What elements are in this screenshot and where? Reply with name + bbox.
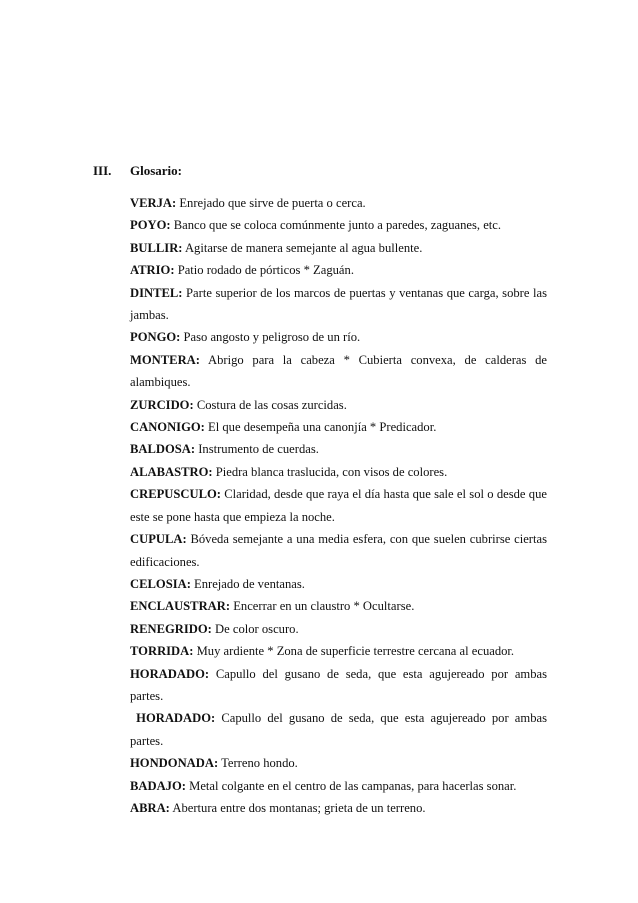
glossary-definition: Terreno hondo. [218,756,298,771]
glossary-definition: Abertura entre dos montanas; grieta de un terreno. [169,800,426,815]
glossary-definition: Capullo del gusano de seda, que esta agujereado por ambas partes. [130,711,547,748]
section-heading [93,163,182,179]
glossary-entry-verja [130,192,547,214]
glossary-entry-horadado [130,663,547,708]
glossary-definition: Encerrar en un claustro * Ocultarse. [230,599,415,614]
glossary-entry-badajo [130,775,547,797]
glossary-term: POYO: [130,218,171,233]
glossary-definition: Instrumento de cuerdas. [195,442,319,457]
glossary-definition: De color oscuro. [211,621,299,636]
glossary-entry-poyo [130,214,547,236]
glossary-term: VERJA: [130,196,177,210]
glossary-entry-baldosa [130,438,547,460]
glossary-term: BADAJO: [130,778,186,793]
glossary-term: HONDONADA: [130,756,219,771]
glossary-entry-bullir [130,237,547,259]
glossary-definition: Agitarse de manera semejante al agua bullente. [182,240,423,255]
glossary-term: DINTEL: [130,285,183,300]
glossary-term: ZURCIDO: [130,397,194,412]
glossary-entry-celosia [130,573,547,595]
glossary-definition: Capullo del gusano de seda, que esta agujereado por ambas partes. [130,666,547,703]
glossary-definition: Parte superior de los marcos de puertas y ventanas que carga, sobre las jambas. [130,285,547,323]
section-number: III. [93,163,112,178]
glossary-term: CANONIGO: [130,420,205,435]
glossary-definition: Bóveda semejante a una media esfera, con que suelen cubrirse ciertas edificaciones. [130,532,547,569]
glossary-entry-torrida [130,640,547,662]
glossary-entry-alabastro [130,461,547,483]
glossary-entry-atrio [130,259,547,281]
glossary-definition: Abrigo para la cabeza * Cubierta convexa, de calderas de alambiques. [130,352,547,390]
glossary-term: BALDOSA: [130,442,196,457]
glossary-term: PONGO: [130,330,181,345]
glossary-entry-cupula [130,528,547,573]
glossary-entry-dintel [130,282,547,327]
glossary-entry-enclaustrar [130,595,547,617]
glossary-term: ALABASTRO: [130,464,213,479]
glossary-entry-canonigo [130,416,547,438]
glossary-definition: Patio rodado de pórticos * Zaguán. [174,263,354,278]
glossary-term: CUPULA: [130,532,187,547]
glossary-term: ABRA: [130,800,170,815]
glossary-definition: Muy ardiente * Zona de superficie terrestre cercana al ecuador. [193,644,515,659]
glossary-entry-montera [130,349,547,394]
glossary-definition: Metal colgante en el centro de las campanas, para hacerlas sonar. [185,778,517,793]
glossary-term: HORADADO: [130,711,216,726]
glossary-entry-hondonada [130,752,547,774]
glossary-term: BULLIR: [130,240,183,255]
glossary-definition: Claridad, desde que raya el día hasta que sale el sol o desde que este se pone hasta que empieza la noche. [130,487,547,524]
glossary-definition: Enrejado que sirve de puerta o cerca. [176,196,366,210]
glossary-term: ATRIO: [130,263,175,278]
glossary-term: ENCLAUSTRAR: [130,599,231,614]
glossary-entry-zurcido [130,394,547,416]
glossary-definition: Costura de las cosas zurcidas. [193,397,347,412]
glossary-term: MONTERA: [130,352,200,367]
glossary-entry-pongo [130,326,547,348]
section-title: Glosario: [130,163,182,178]
glossary-definition: Banco que se coloca comúnmente junto a paredes, zaguanes, etc. [170,218,502,233]
glossary-entry-abra [130,797,547,819]
glossary-term: RENEGRIDO: [130,621,212,636]
glossary-term: CREPUSCULO: [130,487,221,502]
glossary-definition: Piedra blanca traslucida, con visos de colores. [212,464,448,479]
glossary-list [130,192,547,819]
glossary-definition: Enrejado de ventanas. [190,576,305,591]
glossary-definition: El que desempeña una canonjía * Predicador. [204,420,437,435]
glossary-entry-renegrido [130,618,547,640]
glossary-term: TORRIDA: [130,644,194,659]
glossary-term: CELOSIA: [130,576,191,591]
glossary-definition: Paso angosto y peligroso de un río. [180,330,361,345]
glossary-entry-crepusculo [130,483,547,528]
glossary-entry-horadado-repeat [130,707,547,752]
glossary-term: HORADADO: [130,666,210,681]
